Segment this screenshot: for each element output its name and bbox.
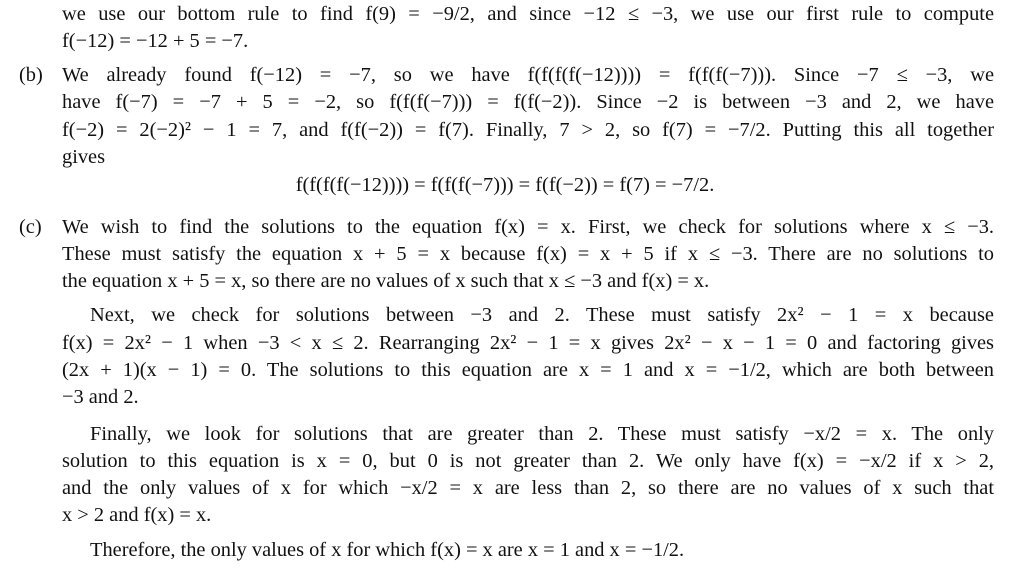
part-b-line-2: have f(−7) = −7 + 5 = −2, so f(f(f(−7))) = f(f(−2)). Since −2 is between −3 and 2, we have xyxy=(62,91,994,113)
part-c-p2-line-3: (2x + 1)(x − 1) = 0. The solutions to this equation are x = 1 and x = −1/2, which are both between xyxy=(62,359,994,381)
part-c-p1-line-1: We wish to find the solutions to the equation f(x) = x. First, we check for solutions where x ≤ −3. xyxy=(62,216,994,238)
part-b-line-1: We already found f(−12) = −7, so we have f(f(f(f(−12)))) = f(f(f(−7))). Since −7 ≤ −3, we xyxy=(62,64,994,86)
part-b-line-3: f(−2) = 2(−2)² − 1 = 7, and f(f(−2)) = f(7). Finally, 7 > 2, so f(7) = −7/2. Putting this all together xyxy=(62,119,994,141)
part-c-p3-line-1: Finally, we look for solutions that are greater than 2. These must satisfy −x/2 = x. The only xyxy=(90,423,994,445)
part-c-p1-line-3: the equation x + 5 = x, so there are no values of x such that x ≤ −3 and f(x) = x. xyxy=(62,270,710,292)
part-c-p3-line-2: solution to this equation is x = 0, but 0 is not greater than 2. We only have f(x) = −x/2 if x > 2, xyxy=(62,450,994,472)
intro-line-2: f(−12) = −12 + 5 = −7. xyxy=(62,30,249,52)
part-c-p2-line-4: −3 and 2. xyxy=(62,386,139,408)
part-c-p3-line-4: x > 2 and f(x) = x. xyxy=(62,504,212,526)
part-b-label: (b) xyxy=(19,64,43,86)
part-b-line-4: gives xyxy=(62,146,106,168)
intro-line-1: we use our bottom rule to find f(9) = −9/2, and since −12 ≤ −3, we use our first rule to compute xyxy=(62,3,994,25)
part-c-p3-line-3: and the only values of x for which −x/2 = x are less than 2, so there are no values of x such that xyxy=(62,477,994,499)
part-c-label: (c) xyxy=(19,216,42,238)
part-c-p2-line-1: Next, we check for solutions between −3 and 2. These must satisfy 2x² − 1 = x because xyxy=(90,304,994,326)
part-b-display-equation: f(f(f(f(−12)))) = f(f(f(−7))) = f(f(−2)) = f(7) = −7/2. xyxy=(295,174,715,196)
part-c-p1-line-2: These must satisfy the equation x + 5 = x because f(x) = x + 5 if x ≤ −3. There are no solutions to xyxy=(62,243,994,265)
part-c-conclusion: Therefore, the only values of x for which f(x) = x are x = 1 and x = −1/2. xyxy=(90,539,685,561)
part-c-p2-line-2: f(x) = 2x² − 1 when −3 < x ≤ 2. Rearranging 2x² − 1 = x gives 2x² − x − 1 = 0 and factoring gives xyxy=(62,332,994,354)
